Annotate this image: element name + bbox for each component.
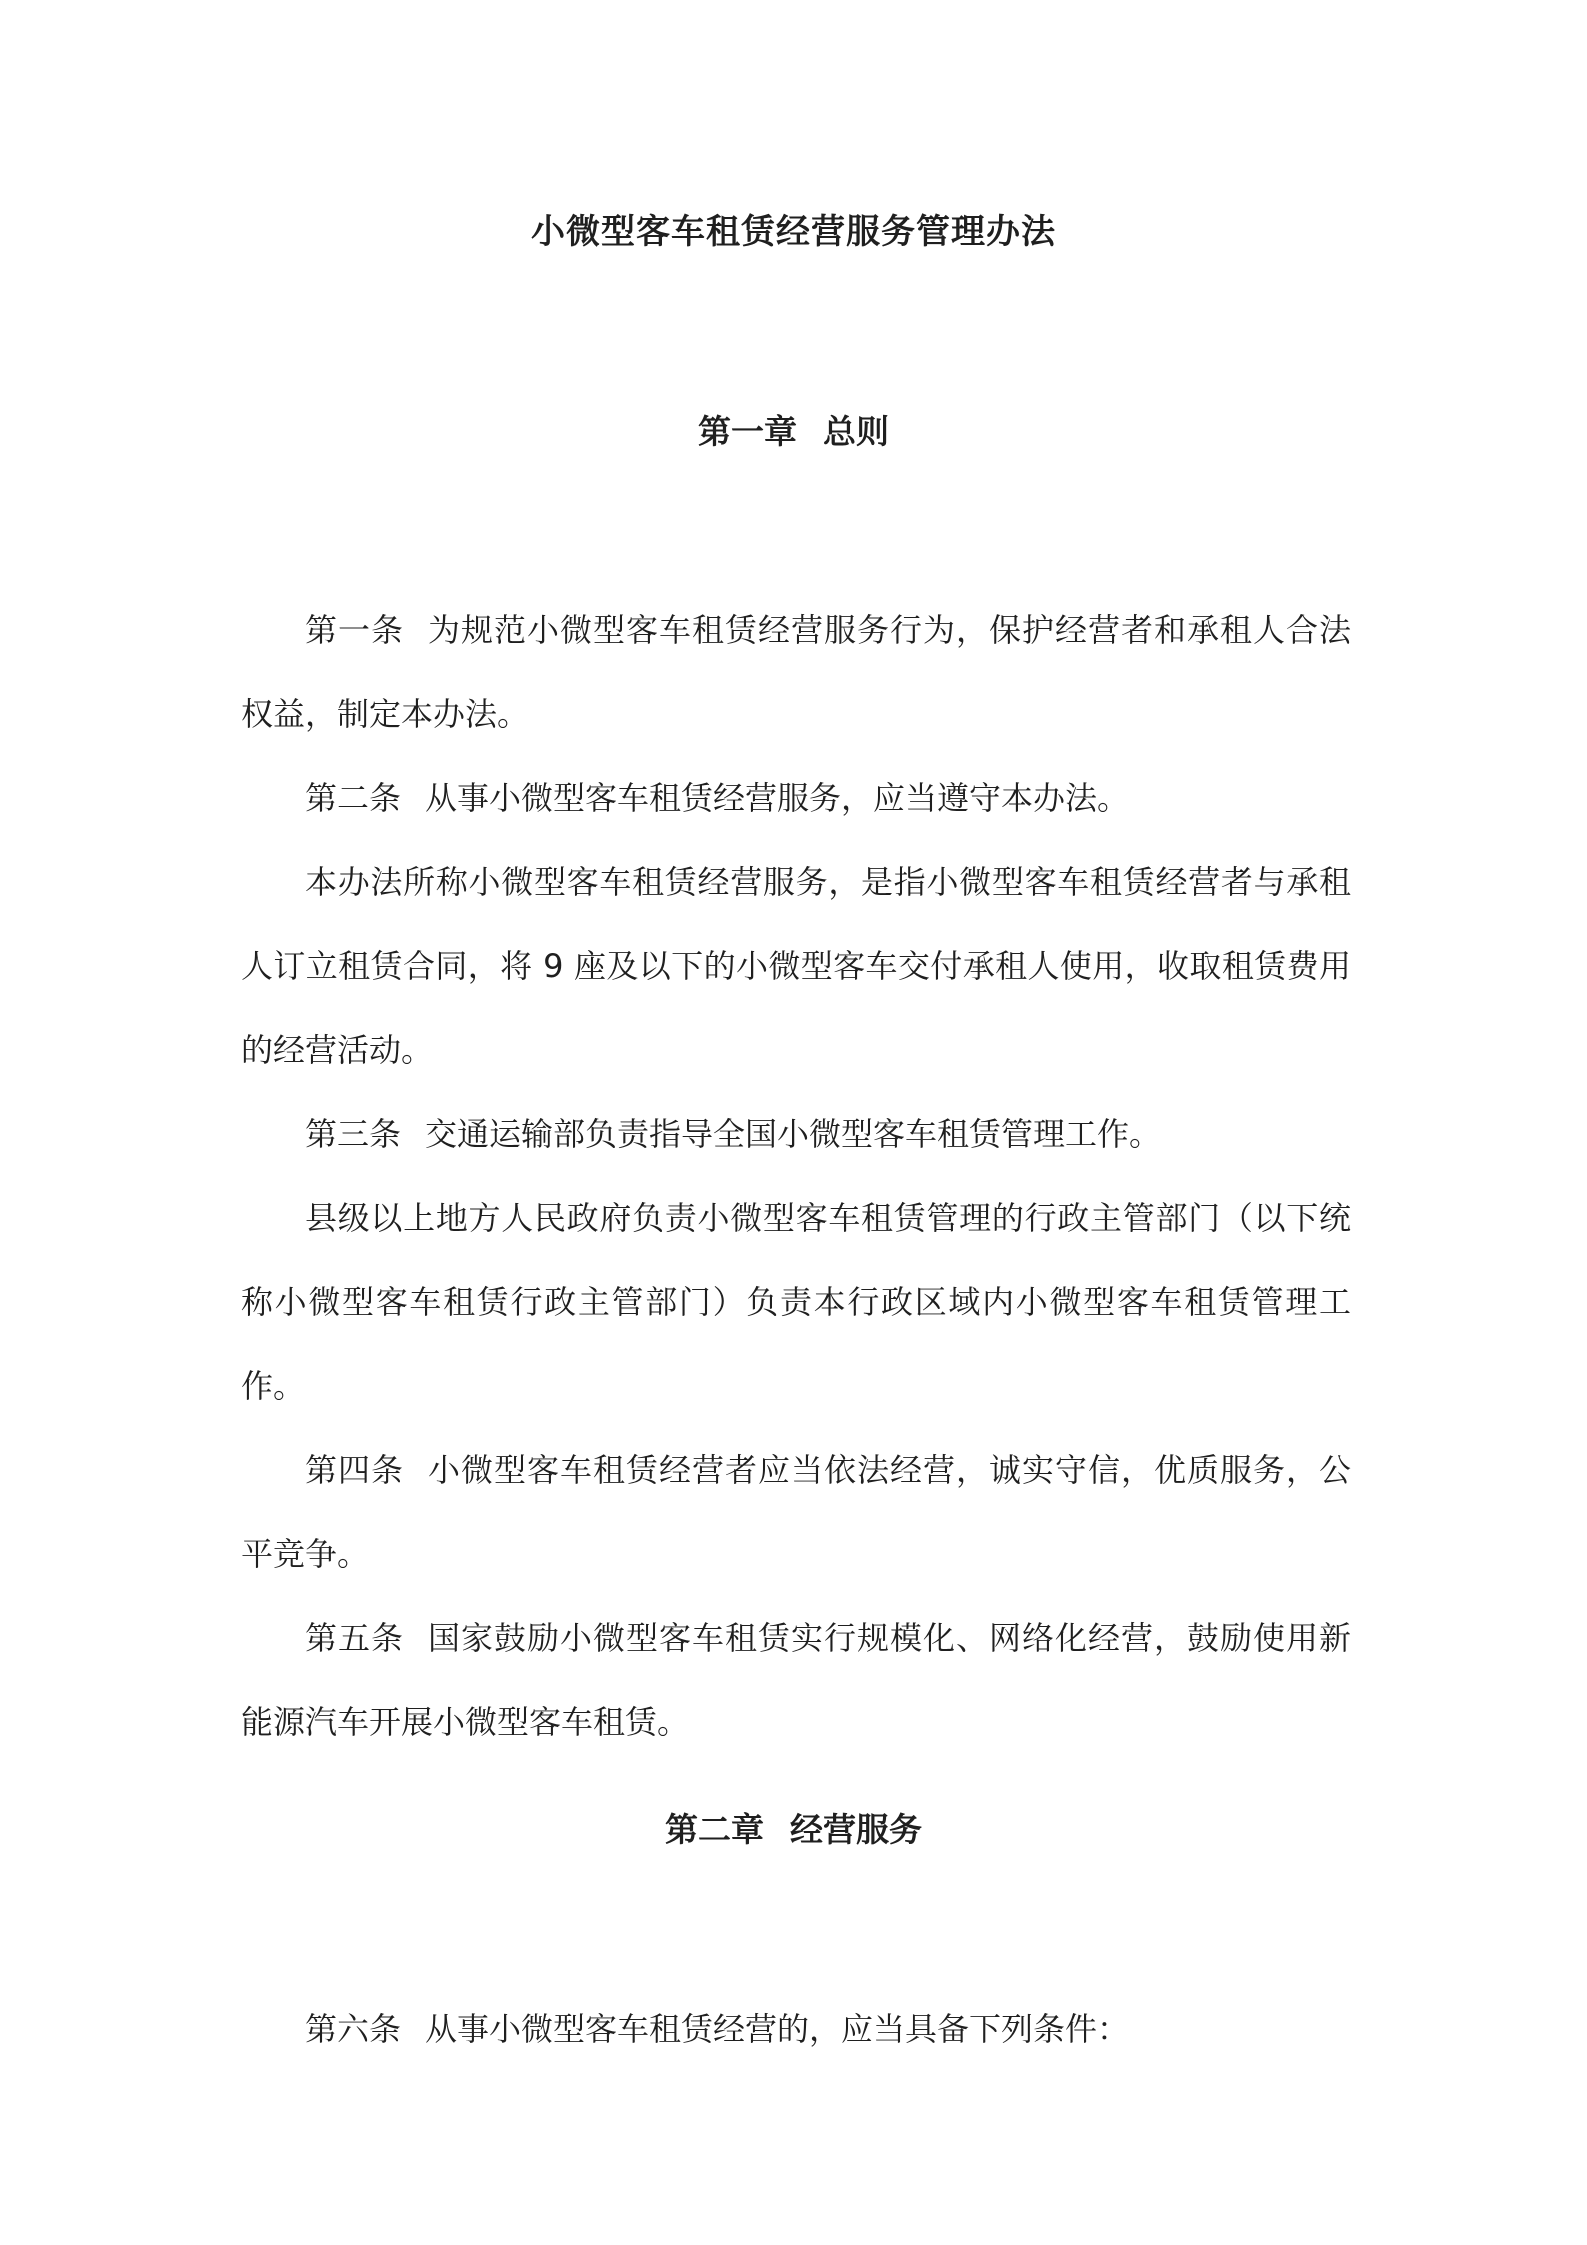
article-3-label: 第三条 [305, 1115, 402, 1153]
article-1-text: 为规范小微型客车租赁经营服务行为，保护经营者和承租人合法权益，制定本办法。 [241, 611, 1351, 733]
article-4-paragraph [241, 1428, 1351, 1596]
article-4-label: 第四条 [305, 1451, 404, 1489]
chapter-2-heading [0, 1806, 1587, 1854]
article-3-clause-text: 县级以上地方人民政府负责小微型客车租赁管理的行政主管部门（以下统称小微型客车租赁行政主管部门）负责本行政区域内小微型客车租赁管理工作。 [241, 1199, 1351, 1405]
article-5-text: 国家鼓励小微型客车租赁实行规模化、网络化经营，鼓励使用新能源汽车开展小微型客车租赁。 [241, 1619, 1351, 1741]
article-6-text: 从事小微型客车租赁经营的，应当具备下列条件： [425, 2010, 1130, 2048]
article-5-paragraph [241, 1596, 1351, 1764]
article-3-paragraph [241, 1092, 1351, 1176]
chapter-2-body [241, 1987, 1351, 2071]
article-2-clause-paragraph [241, 840, 1351, 1092]
article-1-paragraph [241, 588, 1351, 756]
article-2-label: 第二条 [305, 779, 402, 817]
article-6-label: 第六条 [305, 2010, 402, 2048]
chapter-1-number: 第一章 [698, 412, 797, 451]
article-2-text: 从事小微型客车租赁经营服务，应当遵守本办法。 [425, 779, 1130, 817]
article-6-paragraph [241, 1987, 1351, 2071]
article-3-clause-paragraph [241, 1176, 1351, 1428]
chapter-1-name: 总则 [823, 412, 889, 451]
article-5-label: 第五条 [305, 1619, 404, 1657]
document-title: 小微型客车租赁经营服务管理办法 [531, 212, 1056, 252]
article-3-text: 交通运输部负责指导全国小微型客车租赁管理工作。 [425, 1115, 1162, 1153]
chapter-1-body [241, 588, 1351, 1764]
chapter-2-name: 经营服务 [790, 1810, 922, 1849]
article-4-text: 小微型客车租赁经营者应当依法经营，诚实守信，优质服务，公平竞争。 [241, 1451, 1351, 1573]
chapter-2-number: 第二章 [665, 1810, 764, 1849]
article-2-paragraph [241, 756, 1351, 840]
article-1-label: 第一条 [305, 611, 404, 649]
article-2-clause-text: 本办法所称小微型客车租赁经营服务，是指小微型客车租赁经营者与承租人订立租赁合同，将 9 座及以下的小微型客车交付承租人使用，收取租赁费用的经营活动。 [241, 863, 1351, 1069]
chapter-1-heading [0, 408, 1587, 456]
